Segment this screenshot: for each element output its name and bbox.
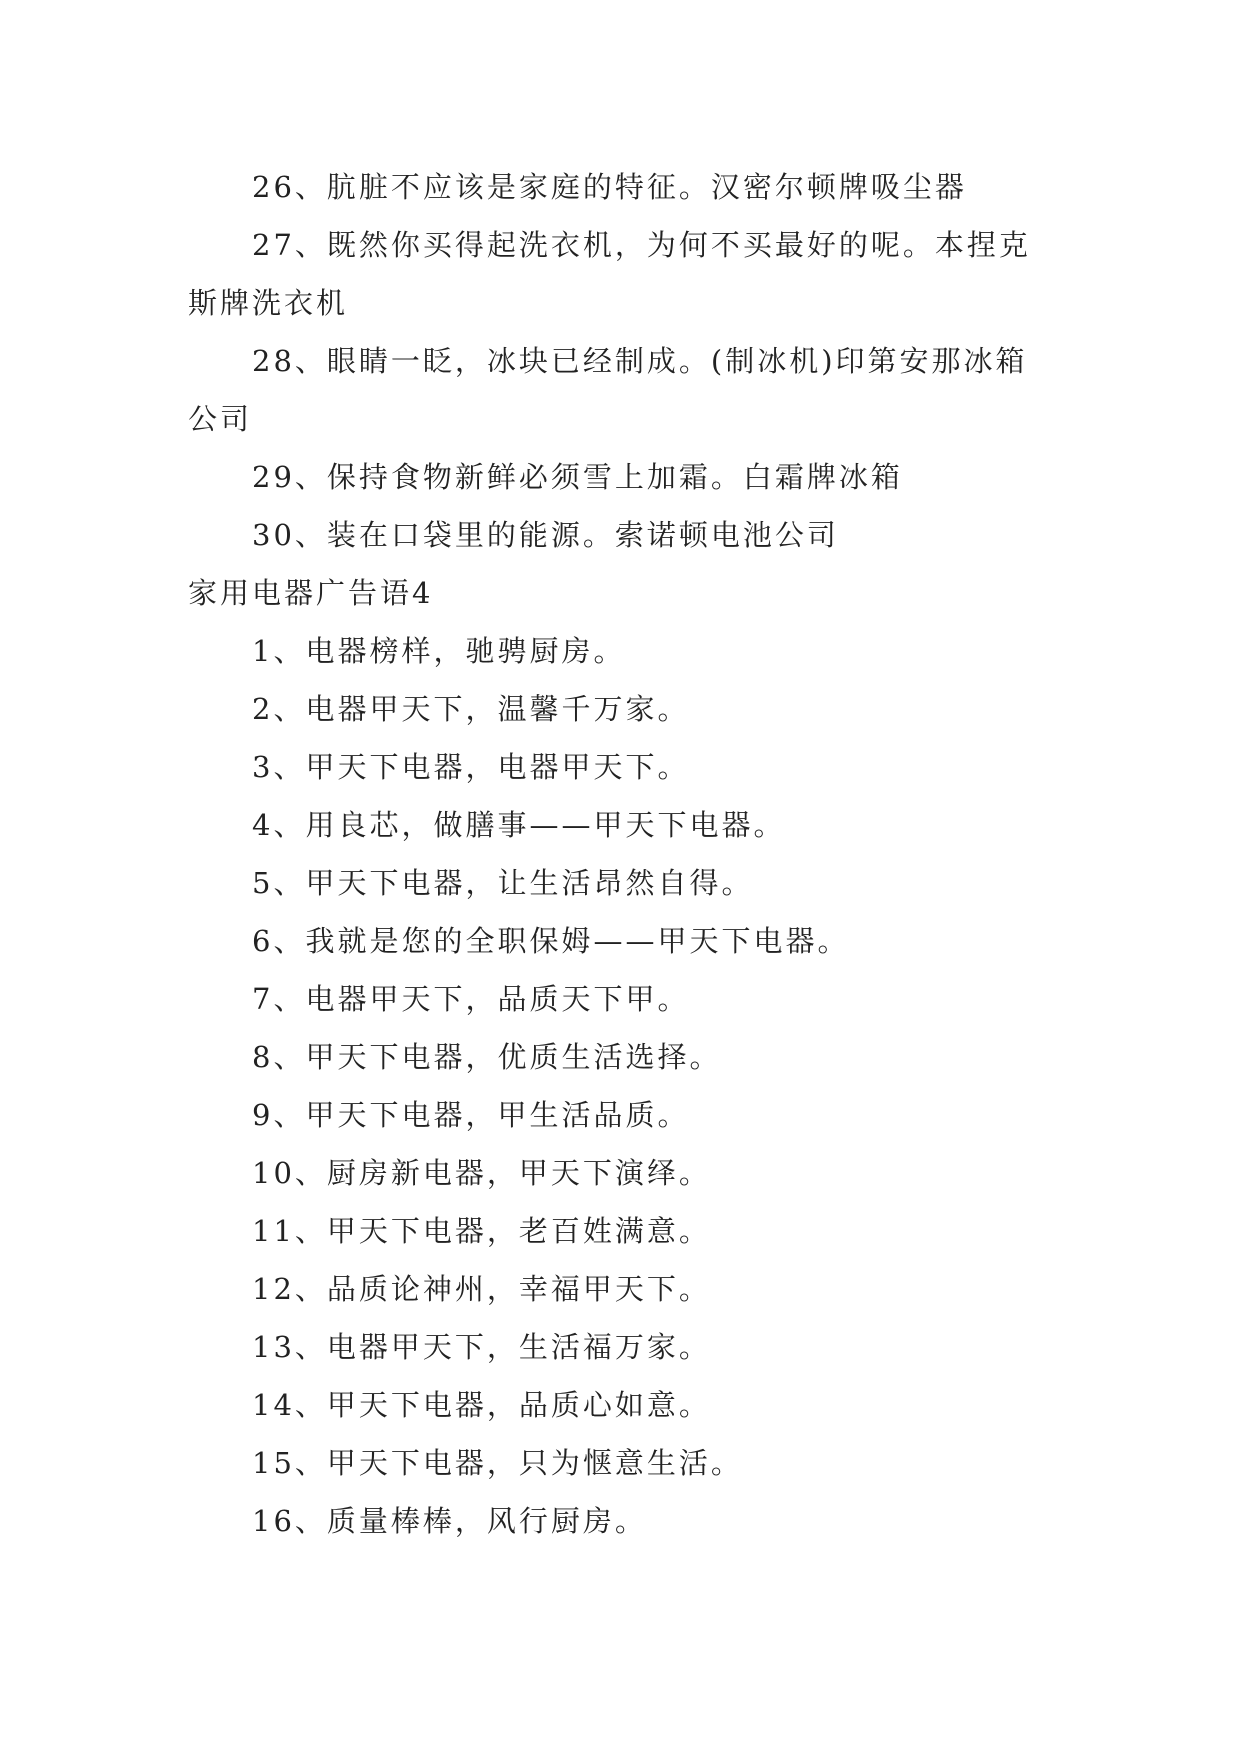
slogan-line: 3、甲天下电器，电器甲天下。 xyxy=(252,750,690,784)
slogan-line: 5、甲天下电器，让生活昂然自得。 xyxy=(252,866,754,900)
slogan-line: 16、质量棒棒，风行厨房。 xyxy=(252,1504,647,1538)
slogan-line-continuation: 斯牌洗衣机 xyxy=(188,286,349,320)
slogan-line: 28、眼睛一眨，冰块已经制成。(制冰机)印第安那冰箱 xyxy=(252,344,1028,378)
slogan-line: 1、电器榜样，驰骋厨房。 xyxy=(252,634,626,668)
slogan-line-continuation: 公司 xyxy=(188,402,253,436)
slogan-line: 30、装在口袋里的能源。索诺顿电池公司 xyxy=(252,518,839,552)
slogan-line: 10、厨房新电器，甲天下演绎。 xyxy=(252,1156,711,1190)
slogan-line: 9、甲天下电器，甲生活品质。 xyxy=(252,1098,690,1132)
slogan-line: 7、电器甲天下，品质天下甲。 xyxy=(252,982,690,1016)
slogan-line: 26、肮脏不应该是家庭的特征。汉密尔顿牌吸尘器 xyxy=(252,170,967,204)
slogan-line: 27、既然你买得起洗衣机，为何不买最好的呢。本捏克 xyxy=(252,228,1031,262)
slogan-line: 15、甲天下电器，只为惬意生活。 xyxy=(252,1446,743,1480)
slogan-line: 11、甲天下电器，老百姓满意。 xyxy=(252,1214,711,1248)
slogan-line: 6、我就是您的全职保姆——甲天下电器。 xyxy=(252,924,850,958)
slogan-line: 2、电器甲天下，温馨千万家。 xyxy=(252,692,690,726)
slogan-line: 8、甲天下电器，优质生活选择。 xyxy=(252,1040,722,1074)
slogan-line: 12、品质论神州，幸福甲天下。 xyxy=(252,1272,711,1306)
slogan-line: 4、用良芯，做膳事——甲天下电器。 xyxy=(252,808,786,842)
section-heading: 家用电器广告语4 xyxy=(188,576,434,610)
slogan-line: 13、电器甲天下，生活福万家。 xyxy=(252,1330,711,1364)
slogan-line: 29、保持食物新鲜必须雪上加霜。白霜牌冰箱 xyxy=(252,460,903,494)
document-body xyxy=(188,158,1056,1550)
slogan-line: 14、甲天下电器，品质心如意。 xyxy=(252,1388,711,1422)
